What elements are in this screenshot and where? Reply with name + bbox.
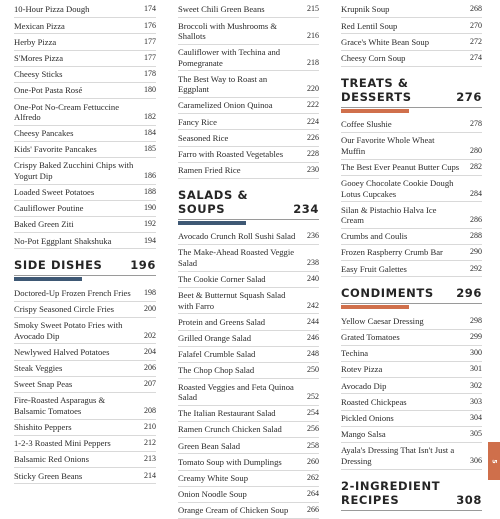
entry-title: Fire-Roasted Asparagus & Balsamic Tomatoes xyxy=(14,395,106,416)
entries-condiments xyxy=(341,313,482,469)
toc-entry xyxy=(341,202,482,229)
entry-page: 286 xyxy=(470,215,482,225)
entry-title: Beet & Butternut Squash Salad with Farro xyxy=(178,290,286,311)
toc-entry xyxy=(341,346,482,362)
toc-entry xyxy=(14,67,156,83)
toc-entry xyxy=(14,468,156,484)
entry-page: 274 xyxy=(470,52,482,62)
toc-entry xyxy=(178,98,319,114)
entry-page: 260 xyxy=(307,456,319,466)
section-title: SIDE DISHES xyxy=(14,258,103,273)
entry-page: 177 xyxy=(144,52,156,62)
entry-title: Newlywed Halved Potatoes xyxy=(14,346,110,357)
section-accent-bar xyxy=(14,277,82,281)
entry-title: 10-Hour Pizza Dough xyxy=(14,4,90,15)
entry-title: Kids' Favorite Pancakes xyxy=(14,144,97,155)
entry-page: 301 xyxy=(470,364,482,374)
entry-title: Krupnik Soup xyxy=(341,4,390,15)
toc-entry xyxy=(14,318,156,345)
toc-entry xyxy=(14,302,156,318)
toc-entry xyxy=(341,2,482,18)
entry-title: Herby Pizza xyxy=(14,36,57,47)
toc-entry xyxy=(178,503,319,519)
entry-page: 248 xyxy=(307,349,319,359)
entry-title: Mango Salsa xyxy=(341,429,386,440)
entry-title: Frozen Raspberry Crumb Bar xyxy=(341,247,443,258)
entry-title: Crumbs and Coulis xyxy=(341,231,408,242)
entry-page: 304 xyxy=(470,412,482,422)
entry-title: Silan & Pistachio Halva Ice Cream xyxy=(341,204,437,226)
entries-top xyxy=(341,2,482,67)
section-treats-desserts xyxy=(341,76,482,113)
entry-title: The Best Ever Peanut Butter Cups xyxy=(341,161,460,172)
toc-entry xyxy=(178,45,319,72)
toc-entry xyxy=(178,379,319,406)
entry-title: One-Pot Pasta Rosé xyxy=(14,85,83,96)
toc-entry xyxy=(341,330,482,346)
section-title: 2-INGREDIENT RECIPES xyxy=(341,478,441,507)
entry-page: 280 xyxy=(470,145,482,155)
entry-page: 256 xyxy=(307,424,319,434)
entry-title: Gooey Chocolate Cookie Dough Lotus Cupcakes xyxy=(341,178,454,199)
section-page: 234 xyxy=(293,201,319,216)
entry-title: Caramelized Onion Quinoa xyxy=(178,100,273,111)
entry-title: Falafel Crumble Salad xyxy=(178,349,256,360)
entry-page: 190 xyxy=(144,203,156,213)
toc-entry xyxy=(178,454,319,470)
toc-entry xyxy=(178,2,319,18)
entry-page: 306 xyxy=(470,455,482,465)
entry-page: 212 xyxy=(144,438,156,448)
toc-entry xyxy=(341,313,482,329)
toc-entry xyxy=(178,422,319,438)
toc-entry xyxy=(178,245,319,272)
entry-page: 226 xyxy=(307,132,319,142)
entry-title: Sweet Chili Green Beans xyxy=(178,4,265,15)
entry-page: 272 xyxy=(470,36,482,46)
entry-page: 250 xyxy=(307,365,319,375)
toc-entry xyxy=(14,51,156,67)
toc-entry xyxy=(341,411,482,427)
entry-title: Ayala's Dressing That Isn't Just a Dressing xyxy=(341,445,455,466)
entry-page: 290 xyxy=(470,247,482,257)
section-page: 308 xyxy=(456,492,482,507)
entry-title: Broccoli with Mushrooms & Shallots xyxy=(178,20,278,41)
entry-page: 174 xyxy=(144,4,156,14)
toc-entry xyxy=(178,347,319,363)
entry-title: Grilled Orange Salad xyxy=(178,333,252,344)
entry-title: Techina xyxy=(341,348,369,359)
toc-entry xyxy=(14,126,156,142)
section-title: TREATS & DESSERTS xyxy=(341,75,412,104)
entry-page: 242 xyxy=(307,300,319,310)
entry-title: Cauliflower with Techina and Pomegranate xyxy=(178,47,281,68)
toc-entry xyxy=(341,133,482,160)
entry-page: 220 xyxy=(307,84,319,94)
entry-page: 210 xyxy=(144,421,156,431)
entry-page: 213 xyxy=(144,454,156,464)
toc-entry xyxy=(178,331,319,347)
toc-entry xyxy=(178,438,319,454)
entry-page: 303 xyxy=(470,396,482,406)
entry-page: 262 xyxy=(307,472,319,482)
section-2-ingredient-recipes xyxy=(341,479,482,511)
entry-page: 266 xyxy=(307,505,319,515)
entry-title: Steak Veggies xyxy=(14,362,63,373)
entry-title: Crispy Seasoned Circle Fries xyxy=(14,304,115,315)
entry-title: Crispy Baked Zucchini Chips with Yogurt Dip xyxy=(14,160,134,181)
toc-entry xyxy=(341,229,482,245)
entry-page: 204 xyxy=(144,346,156,356)
section-accent-bar xyxy=(341,305,409,309)
section-side-dishes xyxy=(14,258,156,281)
toc-entry xyxy=(178,130,319,146)
entry-title: Fancy Rice xyxy=(178,116,217,127)
section-page: 276 xyxy=(456,89,482,104)
entry-page: 215 xyxy=(307,4,319,14)
entry-title: Tomato Soup with Dumplings xyxy=(178,456,282,467)
page-number: 5 xyxy=(490,458,498,464)
entry-page: 200 xyxy=(144,304,156,314)
entry-page: 177 xyxy=(144,36,156,46)
entry-title: Our Favorite Whole Wheat Muffin xyxy=(341,135,435,156)
entry-title: Green Bean Salad xyxy=(178,440,241,451)
entry-title: Baked Green Ziti xyxy=(14,219,74,230)
entry-page: 278 xyxy=(470,119,482,129)
toc-entry xyxy=(14,83,156,99)
entry-page: 292 xyxy=(470,263,482,273)
toc-entry xyxy=(14,34,156,50)
entry-title: Loaded Sweet Potatoes xyxy=(14,187,95,198)
toc-entry xyxy=(341,117,482,133)
entry-page: 282 xyxy=(470,161,482,171)
entry-title: S'Mores Pizza xyxy=(14,52,64,63)
entries-side-dishes xyxy=(14,285,156,484)
entry-page: 206 xyxy=(144,362,156,372)
entries-treats-desserts xyxy=(341,117,482,278)
entry-page: 207 xyxy=(144,379,156,389)
toc-entry xyxy=(14,361,156,377)
toc-entry xyxy=(341,427,482,443)
toc-entry xyxy=(14,233,156,249)
toc-entry xyxy=(341,378,482,394)
toc-entry xyxy=(14,201,156,217)
toc-entry xyxy=(178,288,319,315)
entries-salads-soups xyxy=(178,229,319,519)
entry-page: 224 xyxy=(307,116,319,126)
entry-title: 1-2-3 Roasted Mini Peppers xyxy=(14,438,111,449)
toc-column-3 xyxy=(341,2,482,515)
entry-title: Roasted Chickpeas xyxy=(341,396,407,407)
entry-title: No-Pot Eggplant Shakshuka xyxy=(14,235,112,246)
toc-entry xyxy=(341,160,482,176)
entry-title: The Make-Ahead Roasted Veggie Salad xyxy=(178,247,295,268)
entry-title: Grace's White Bean Soup xyxy=(341,36,430,47)
toc-entry xyxy=(341,34,482,50)
entry-page: 299 xyxy=(470,332,482,342)
page-number-tab xyxy=(488,442,500,480)
section-title: SALADS & SOUPS xyxy=(178,187,249,216)
toc-entry xyxy=(178,18,319,45)
toc-entry xyxy=(341,261,482,277)
section-page: 296 xyxy=(456,286,482,301)
toc-entry xyxy=(178,163,319,179)
toc-entry xyxy=(14,285,156,301)
entry-title: The Cookie Corner Salad xyxy=(178,274,266,285)
entry-page: 214 xyxy=(144,470,156,480)
section-condiments xyxy=(341,286,482,309)
entry-title: Creamy White Soup xyxy=(178,472,249,483)
toc-entry xyxy=(341,443,482,470)
entry-title: Roasted Veggies and Feta Quinoa Salad xyxy=(178,381,294,403)
entry-title: Coffee Slushie xyxy=(341,119,392,130)
entry-title: Cauliflower Poutine xyxy=(14,203,84,214)
entry-title: The Chop Chop Salad xyxy=(178,365,255,376)
toc-entry xyxy=(14,393,156,420)
entry-page: 298 xyxy=(470,315,482,325)
entry-title: Red Lentil Soup xyxy=(341,20,398,31)
entry-page: 184 xyxy=(144,128,156,138)
entry-page: 182 xyxy=(144,111,156,121)
toc-entry xyxy=(14,377,156,393)
entry-title: Pickled Onions xyxy=(341,412,394,423)
section-title: CONDIMENTS xyxy=(341,286,434,301)
entry-page: 252 xyxy=(307,392,319,402)
entry-page: 188 xyxy=(144,187,156,197)
toc-entry xyxy=(341,18,482,34)
entry-title: Easy Fruit Galettes xyxy=(341,263,407,274)
toc-entry xyxy=(178,71,319,98)
entry-title: Cheesy Corn Soup xyxy=(341,52,406,63)
toc-entry xyxy=(14,185,156,201)
toc-column-1 xyxy=(14,2,156,484)
entry-page: 246 xyxy=(307,333,319,343)
entry-page: 186 xyxy=(144,170,156,180)
entry-page: 305 xyxy=(470,429,482,439)
entry-title: Balsamic Red Onions xyxy=(14,454,89,465)
toc-entry xyxy=(178,406,319,422)
entry-page: 192 xyxy=(144,219,156,229)
entry-title: One-Pot No-Cream Fettuccine Alfredo xyxy=(14,101,120,122)
section-accent-bar xyxy=(341,109,409,113)
toc-entry xyxy=(178,147,319,163)
entry-title: Grated Tomatoes xyxy=(341,332,400,343)
entry-title: Farro with Roasted Vegetables xyxy=(178,148,284,159)
toc-entry xyxy=(14,142,156,158)
entry-title: Rotev Pizza xyxy=(341,364,383,375)
entry-page: 244 xyxy=(307,316,319,326)
entry-title: Orange Cream of Chicken Soup xyxy=(178,505,289,516)
toc-entry xyxy=(178,272,319,288)
toc-entry xyxy=(14,344,156,360)
entry-page: 254 xyxy=(307,408,319,418)
entry-page: 238 xyxy=(307,257,319,267)
entry-title: Onion Noodle Soup xyxy=(178,489,247,500)
toc-entry xyxy=(341,176,482,203)
toc-entry xyxy=(341,51,482,67)
entry-title: Yellow Caesar Dressing xyxy=(341,315,424,326)
entries-top xyxy=(14,2,156,249)
entry-title: Avocado Dip xyxy=(341,380,387,391)
entry-title: Ramen Fried Rice xyxy=(178,165,241,176)
entry-page: 240 xyxy=(307,274,319,284)
entry-title: Shishito Peppers xyxy=(14,421,72,432)
entry-title: Sweet Snap Peas xyxy=(14,379,73,390)
entry-page: 268 xyxy=(470,4,482,14)
entry-page: 208 xyxy=(144,405,156,415)
entry-page: 284 xyxy=(470,188,482,198)
toc-column-2 xyxy=(178,2,319,519)
entry-page: 185 xyxy=(144,144,156,154)
toc-entry xyxy=(341,245,482,261)
toc-entry xyxy=(14,452,156,468)
toc-entry xyxy=(14,99,156,126)
toc-entry xyxy=(178,471,319,487)
entry-page: 288 xyxy=(470,231,482,241)
entry-title: Sticky Green Beans xyxy=(14,470,83,481)
entry-page: 218 xyxy=(307,57,319,67)
entry-title: Smoky Sweet Potato Fries with Avocado Dip xyxy=(14,320,123,341)
entry-page: 302 xyxy=(470,380,482,390)
entry-title: Ramen Crunch Chicken Salad xyxy=(178,424,282,435)
entry-title: Avocado Crunch Roll Sushi Salad xyxy=(178,231,296,242)
entry-page: 300 xyxy=(470,348,482,358)
toc-entry xyxy=(341,394,482,410)
entry-page: 198 xyxy=(144,287,156,297)
entry-page: 176 xyxy=(144,20,156,30)
toc-entry xyxy=(178,114,319,130)
entry-title: Doctored-Up Frozen French Fries xyxy=(14,287,131,298)
entry-page: 258 xyxy=(307,440,319,450)
entry-page: 222 xyxy=(307,100,319,110)
entry-title: Seasoned Rice xyxy=(178,132,229,143)
toc-entry xyxy=(178,487,319,503)
entry-page: 228 xyxy=(307,148,319,158)
entry-title: The Italian Restaurant Salad xyxy=(178,408,276,419)
entry-page: 270 xyxy=(470,20,482,30)
entry-page: 194 xyxy=(144,235,156,245)
entry-page: 202 xyxy=(144,330,156,340)
toc-entry xyxy=(178,229,319,245)
toc-entry xyxy=(14,158,156,185)
entry-title: Protein and Greens Salad xyxy=(178,316,266,327)
toc-entry xyxy=(341,362,482,378)
toc-entry xyxy=(178,314,319,330)
entry-title: Cheesy Pancakes xyxy=(14,128,74,139)
toc-entry xyxy=(14,18,156,34)
entry-page: 264 xyxy=(307,489,319,499)
toc-entry xyxy=(14,420,156,436)
toc-entry xyxy=(14,2,156,18)
toc-entry xyxy=(14,436,156,452)
entry-title: The Best Way to Roast an Eggplant xyxy=(178,73,268,95)
entry-title: Mexican Pizza xyxy=(14,20,65,31)
section-accent-bar xyxy=(178,221,246,225)
entry-page: 230 xyxy=(307,165,319,175)
entry-page: 180 xyxy=(144,85,156,95)
entry-page: 178 xyxy=(144,69,156,79)
section-salads-soups xyxy=(178,188,319,225)
toc-entry xyxy=(178,363,319,379)
entry-page: 236 xyxy=(307,231,319,241)
entries-top xyxy=(178,2,319,179)
entry-page: 216 xyxy=(307,30,319,40)
section-page: 196 xyxy=(130,258,156,273)
toc-entry xyxy=(14,217,156,233)
entry-title: Cheesy Sticks xyxy=(14,69,63,80)
